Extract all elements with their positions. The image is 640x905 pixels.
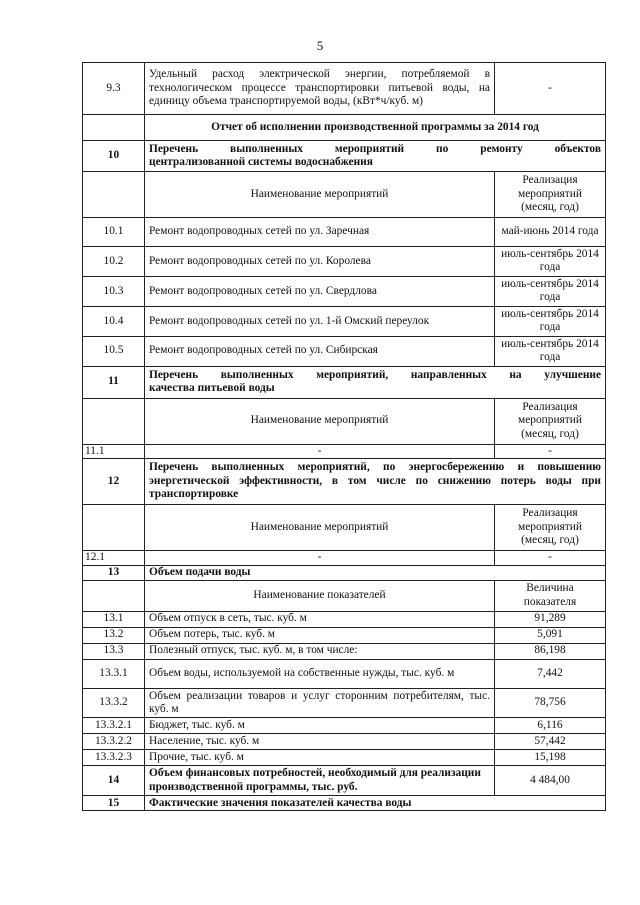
- table-row: [83, 247, 606, 277]
- column-header-row: [83, 580, 606, 611]
- row-number: 13.1: [83, 611, 145, 627]
- column-header-name: Наименование показателей: [145, 580, 495, 611]
- section-header-row: [83, 766, 606, 796]
- section-title-line: качества питьевой воды: [149, 382, 275, 395]
- indicator-name: Полезный отпуск, тыс. куб. м, в том числе:: [145, 643, 495, 659]
- section-title: Фактические значения показателей качества воды: [145, 796, 606, 811]
- measure-period: июль-сентябрь 2014 года: [495, 336, 606, 366]
- measure-name: Ремонт водопроводных сетей по ул. Королева: [145, 247, 495, 277]
- section-number: 13: [83, 565, 145, 580]
- measure-name: Ремонт водопроводных сетей по ул. Заречная: [145, 218, 495, 247]
- table-row: [83, 611, 606, 627]
- section-header-row: [83, 565, 606, 580]
- section-title-line: Перечень выполненных мероприятий, направленных на улучшение: [149, 368, 601, 381]
- column-header-implementation: Реализация мероприятий (месяц, год): [495, 172, 606, 218]
- section-header-row: [83, 141, 606, 172]
- indicator-value: 78,756: [495, 688, 606, 718]
- table-row: [83, 276, 606, 306]
- table-row: [83, 63, 606, 115]
- indicator-value: 4 484,00: [495, 766, 606, 796]
- report-title: Отчет об исполнении производственной программы за 2014 год: [145, 115, 606, 141]
- indicator-value: 86,198: [495, 643, 606, 659]
- column-header-name: Наименование мероприятий: [145, 172, 495, 218]
- table-row: [83, 306, 606, 336]
- measure-period: июль-сентябрь 2014 года: [495, 247, 606, 277]
- row-number: 10.1: [83, 218, 145, 247]
- indicator-name: Прочие, тыс. куб. м: [145, 750, 495, 766]
- row-number: 10.2: [83, 247, 145, 277]
- section-title-line: централизованной системы водоснабжения: [149, 156, 373, 168]
- row-number: 12.1: [83, 551, 145, 565]
- table-row: [83, 336, 606, 366]
- section-title-line: Перечень выполненных мероприятий по ремонту объектов: [149, 142, 601, 155]
- measure-name: Ремонт водопроводных сетей по ул. Свердлова: [145, 276, 495, 306]
- indicator-value: -: [495, 63, 606, 115]
- measure-period: июль-сентябрь 2014 года: [495, 276, 606, 306]
- row-number: 10.3: [83, 276, 145, 306]
- table-row: [83, 734, 606, 750]
- row-number: 13.3.2.3: [83, 750, 145, 766]
- section-number: 12: [83, 459, 145, 505]
- measure-name: Ремонт водопроводных сетей по ул. 1-й Омский переулок: [145, 306, 495, 336]
- section-title: [145, 366, 606, 398]
- measure-period: май-июнь 2014 года: [495, 218, 606, 247]
- column-header-value: Величина показателя: [495, 580, 606, 611]
- measure-period: -: [495, 444, 606, 458]
- measure-name: -: [145, 444, 495, 458]
- indicator-name: Бюджет, тыс. куб. м: [145, 718, 495, 734]
- measure-period: июль-сентябрь 2014 года: [495, 306, 606, 336]
- section-header-row: [83, 796, 606, 811]
- indicator-name: Объем потерь, тыс. куб. м: [145, 627, 495, 643]
- indicator-value: 6,116: [495, 718, 606, 734]
- row-number: 13.3.2: [83, 688, 145, 718]
- table-row: [83, 718, 606, 734]
- section-title: Объем подачи воды: [145, 565, 606, 580]
- row-number: 10.5: [83, 336, 145, 366]
- table-row: [83, 688, 606, 718]
- section-title: Перечень выполненных мероприятий, по энергосбережению и повышению энергетической эффективности, в том числе по снижению потерь воды при транспортировке: [145, 459, 606, 505]
- indicator-value: 15,198: [495, 750, 606, 766]
- row-number: 13.2: [83, 627, 145, 643]
- row-number: 10.4: [83, 306, 145, 336]
- section-number: 11: [83, 366, 145, 398]
- indicator-name: Объем воды, используемой на собственные нужды, тыс. куб. м: [145, 659, 495, 688]
- column-header-row: [83, 172, 606, 218]
- row-number: 13.3.1: [83, 659, 145, 688]
- column-header-name: Наименование мероприятий: [145, 398, 495, 444]
- section-header-row: [83, 366, 606, 398]
- indicator-name: Удельный расход электрической энергии, потребляемой в технологическом процессе транспортировки питьевой воды, на единицу объема транспортируемой воды, (кВт*ч/куб. м): [145, 63, 495, 115]
- section-title: [145, 141, 606, 172]
- indicator-name: Население, тыс. куб. м: [145, 734, 495, 750]
- column-header-row: [83, 398, 606, 444]
- section-number: 14: [83, 766, 145, 796]
- indicator-value: 57,442: [495, 734, 606, 750]
- indicator-value: 7,442: [495, 659, 606, 688]
- table-row: [83, 750, 606, 766]
- report-title-row: [83, 115, 606, 141]
- indicator-name: Объем отпуск в сеть, тыс. куб. м: [145, 611, 495, 627]
- table-row: [83, 627, 606, 643]
- section-number: 10: [83, 141, 145, 172]
- indicator-value: 5,091: [495, 627, 606, 643]
- measure-name: Ремонт водопроводных сетей по ул. Сибирская: [145, 336, 495, 366]
- column-header-implementation: Реализация мероприятий (месяц, год): [495, 505, 606, 551]
- row-number: 11.1: [83, 444, 145, 458]
- program-report-table: [82, 62, 606, 811]
- indicator-name: Объем реализации товаров и услуг сторонним потребителям, тыс. куб. м: [145, 688, 495, 718]
- table-row: [83, 643, 606, 659]
- measure-name: -: [145, 551, 495, 565]
- page-number: 5: [316, 38, 324, 53]
- row-number: 9.3: [83, 63, 145, 115]
- table-row: [83, 218, 606, 247]
- column-header-name: Наименование мероприятий: [145, 505, 495, 551]
- column-header-implementation: Реализация мероприятий (месяц, год): [495, 398, 606, 444]
- section-header-row: [83, 459, 606, 505]
- indicator-value: 91,289: [495, 611, 606, 627]
- table-row: [83, 659, 606, 688]
- row-number: 13.3.2.1: [83, 718, 145, 734]
- measure-period: -: [495, 551, 606, 565]
- section-number: 15: [83, 796, 145, 811]
- column-header-row: [83, 505, 606, 551]
- section-title: Объем финансовых потребностей, необходимый для реализации производственной программы, тыс. руб.: [145, 766, 495, 796]
- row-number: 13.3: [83, 643, 145, 659]
- row-number: 13.3.2.2: [83, 734, 145, 750]
- table-row: [83, 551, 606, 565]
- table-row: [83, 444, 606, 458]
